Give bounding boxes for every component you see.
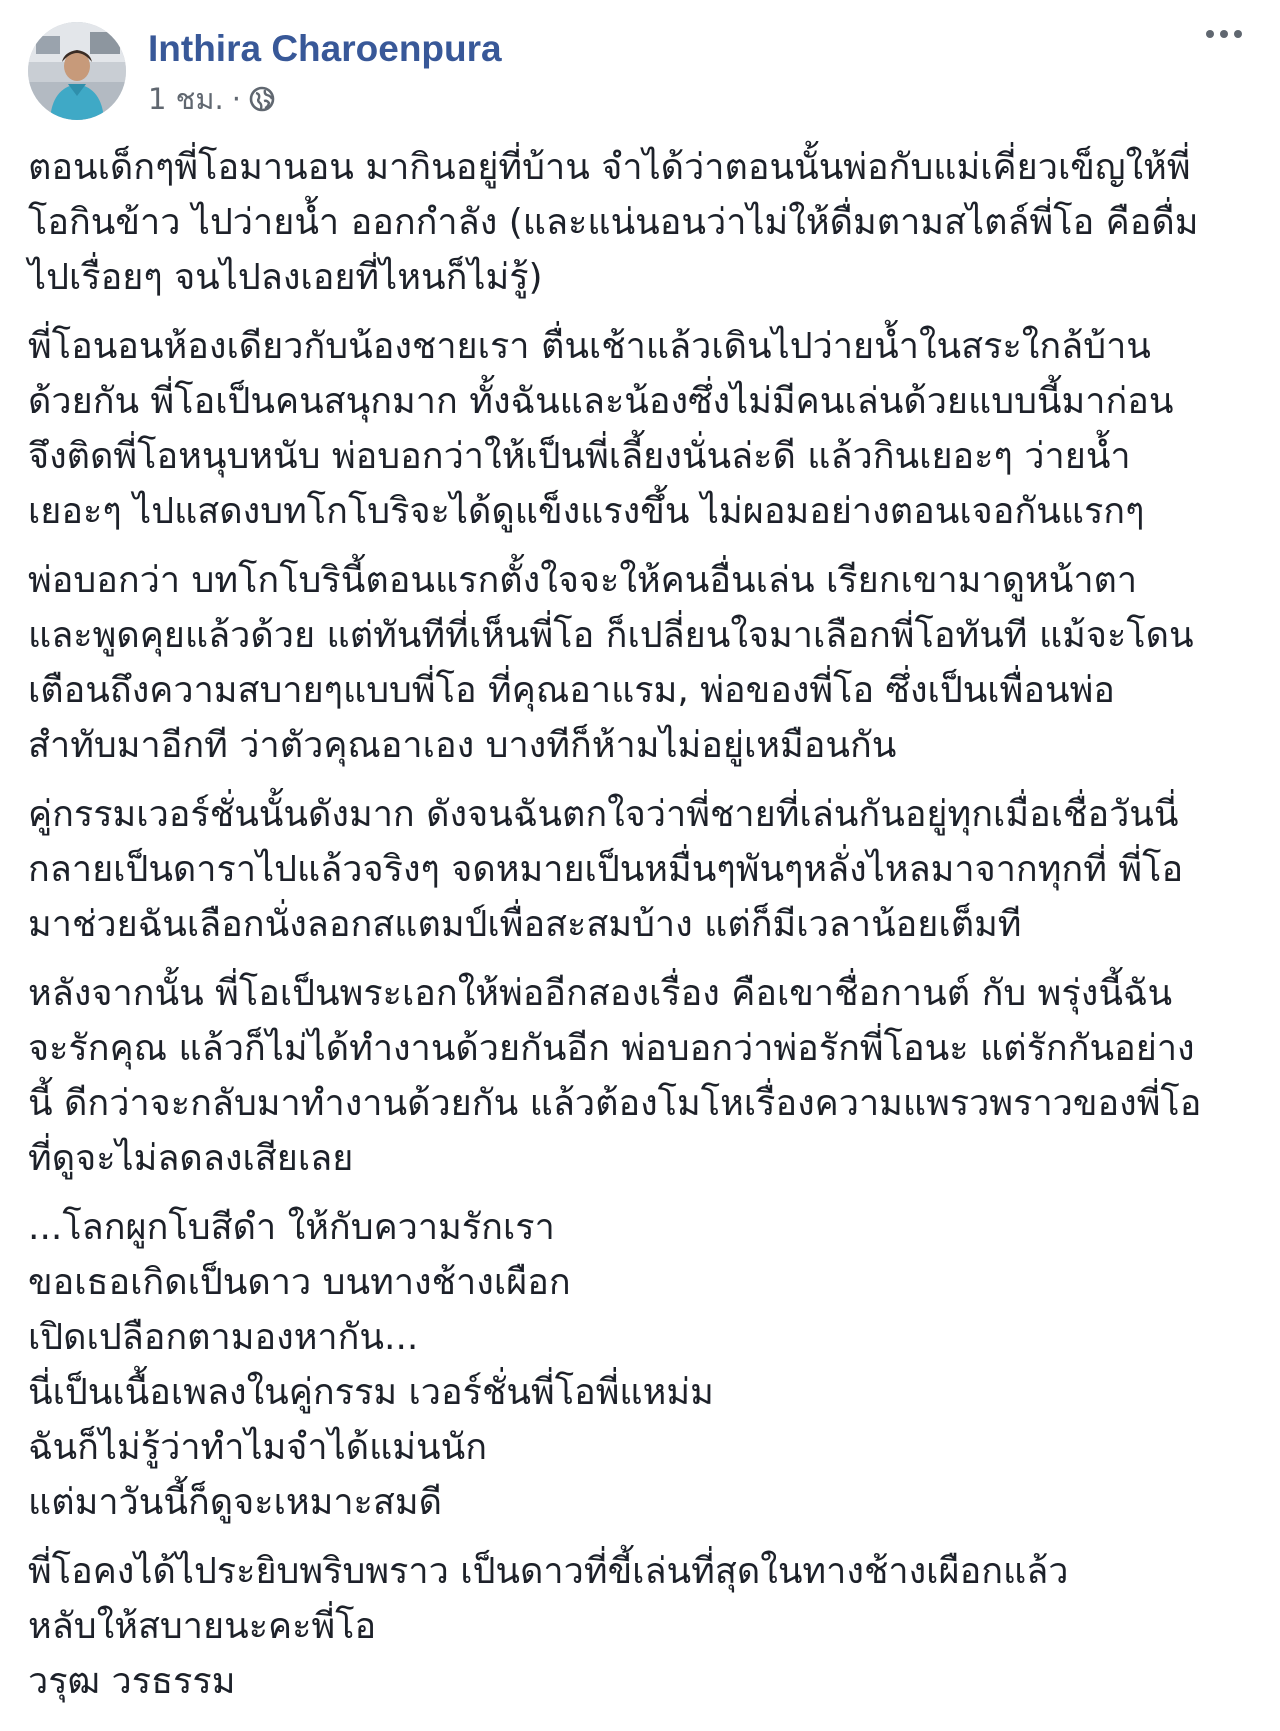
post-text-line: ฉันก็ไม่รู้ว่าทำไมจำได้แม่นนัก — [28, 1427, 488, 1468]
post-text-line: นี่เป็นเนื้อเพลงในคู่กรรม เวอร์ชั่นพี่โอพี่แหม่ม — [28, 1372, 714, 1413]
post-text-line: แต่มาวันนี้ก็ดูจะเหมาะสมดี — [28, 1482, 442, 1523]
post-text-line: ไปเรื่อยๆ จนไปลงเอยที่ไหนก็ไม่รู้) — [28, 257, 543, 298]
post-paragraph — [28, 319, 1264, 539]
post-text-line: หลังจากนั้น พี่โอเป็นพระเอกให้พ่ออีกสองเรื่อง คือเขาชื่อกานต์ กับ พรุ่งนี้ฉัน — [28, 973, 1173, 1014]
post-text-line: ...โลกผูกโบสีดำ ให้กับความรักเรา — [28, 1207, 555, 1248]
post-subline — [148, 82, 502, 116]
post-text-line: สำทับมาอีกที ว่าตัวคุณอาเอง บางทีก็ห้ามไม่อยู่เหมือนกัน — [28, 725, 897, 766]
post-timestamp[interactable]: 1 ชม. — [148, 82, 224, 116]
post-text-line: จะรักคุณ แล้วก็ไม่ได้ทำงานด้วยกันอีก พ่อบอกว่าพ่อรักพี่โอนะ แต่รักกันอย่าง — [28, 1028, 1195, 1069]
post-paragraph — [28, 787, 1264, 952]
post-text-line: ที่ดูจะไม่ลดลงเสียเลย — [28, 1138, 354, 1179]
post-signature: วรุฒ วรธรรม — [28, 1661, 236, 1702]
post-meta — [148, 28, 502, 116]
post-text-line: นี้ ดีกว่าจะกลับมาทำงานด้วยกัน แล้วต้องโมโหเรื่องความแพรวพราวของพี่โอ — [28, 1083, 1202, 1124]
post-text-line: เตือนถึงความสบายๆแบบพี่โอ ที่คุณอาแรม, พ่อของพี่โอ ซึ่งเป็นเพื่อนพ่อ — [28, 670, 1115, 711]
avatar[interactable] — [28, 22, 126, 120]
author-name-link[interactable]: Inthira Charoenpura — [148, 28, 502, 69]
post-text-line: คู่กรรมเวอร์ชั่นนั้นดังมาก ดังจนฉันตกใจว่าพี่ชายที่เล่นกันอยู่ทุกเมื่อเชื่อวันนี่ — [28, 794, 1179, 835]
globe-icon[interactable] — [247, 84, 277, 114]
post-paragraph — [28, 1544, 1264, 1709]
post-header — [28, 22, 1252, 134]
more-options-icon[interactable] — [1202, 22, 1246, 46]
post-paragraph — [28, 966, 1264, 1186]
post-text-line: กลายเป็นดาราไปแล้วจริงๆ จดหมายเป็นหมื่นๆพันๆหลั่งไหลมาจากทุกที่ พี่โอ — [28, 849, 1184, 890]
post-paragraph — [28, 553, 1264, 773]
post-text-line: ขอเธอเกิดเป็นดาว บนทางช้างเผือก — [28, 1262, 571, 1303]
post-text-line: จึงติดพี่โอหนุบหนับ พ่อบอกว่าให้เป็นพี่เลี้ยงนั่นล่ะดี แล้วกินเยอะๆ ว่ายน้ำ — [28, 436, 1131, 477]
post-text-line: พี่โอนอนห้องเดียวกับน้องชายเรา ตื่นเช้าแล้วเดินไปว่ายน้ำในสระใกล้บ้าน — [28, 326, 1151, 367]
post-text-line: หลับให้สบายนะคะพี่โอ — [28, 1606, 377, 1647]
post-text-line: มาช่วยฉันเลือกนั่งลอกสแตมป์เพื่อสะสมบ้าง แต่ก็มีเวลาน้อยเต็มที — [28, 904, 1022, 945]
meta-separator: · — [231, 82, 241, 116]
post-text-line: พี่โอคงได้ไประยิบพริบพราว เป็นดาวที่ขี้เล่นที่สุดในทางช้างเผือกแล้ว — [28, 1551, 1069, 1592]
post-paragraph — [28, 140, 1264, 305]
post-text-line: เปิดเปลือกตามองหากัน... — [28, 1317, 419, 1358]
avatar-photo-icon — [28, 22, 126, 120]
post-body — [28, 140, 1264, 1709]
post-text-line: โอกินข้าว ไปว่ายน้ำ ออกกำลัง (และแน่นอนว่าไม่ให้ดื่มตามสไตล์พี่โอ คือดื่ม — [28, 202, 1199, 243]
post-text-line: ตอนเด็กๆพี่โอมานอน มากินอยู่ที่บ้าน จำได้ว่าตอนนั้นพ่อกับแม่เคี่ยวเข็ญให้พี่ — [28, 147, 1191, 188]
post-text-line: ด้วยกัน พี่โอเป็นคนสนุกมาก ทั้งฉันและน้องซึ่งไม่มีคนเล่นด้วยแบบนี้มาก่อน — [28, 381, 1174, 422]
post-paragraph — [28, 1200, 1264, 1530]
post-text-line: เยอะๆ ไปแสดงบทโกโบริจะได้ดูแข็งแรงขึ้น ไม่ผอมอย่างตอนเจอกันแรกๆ — [28, 491, 1145, 532]
post-text-line: พ่อบอกว่า บทโกโบรินี้ตอนแรกตั้งใจจะให้คนอื่นเล่น เรียกเขามาดูหน้าตา — [28, 560, 1138, 601]
post-text-line: และพูดคุยแล้วด้วย แต่ทันทีที่เห็นพี่โอ ก็เปลี่ยนใจมาเลือกพี่โอทันที แม้จะโดน — [28, 615, 1194, 656]
